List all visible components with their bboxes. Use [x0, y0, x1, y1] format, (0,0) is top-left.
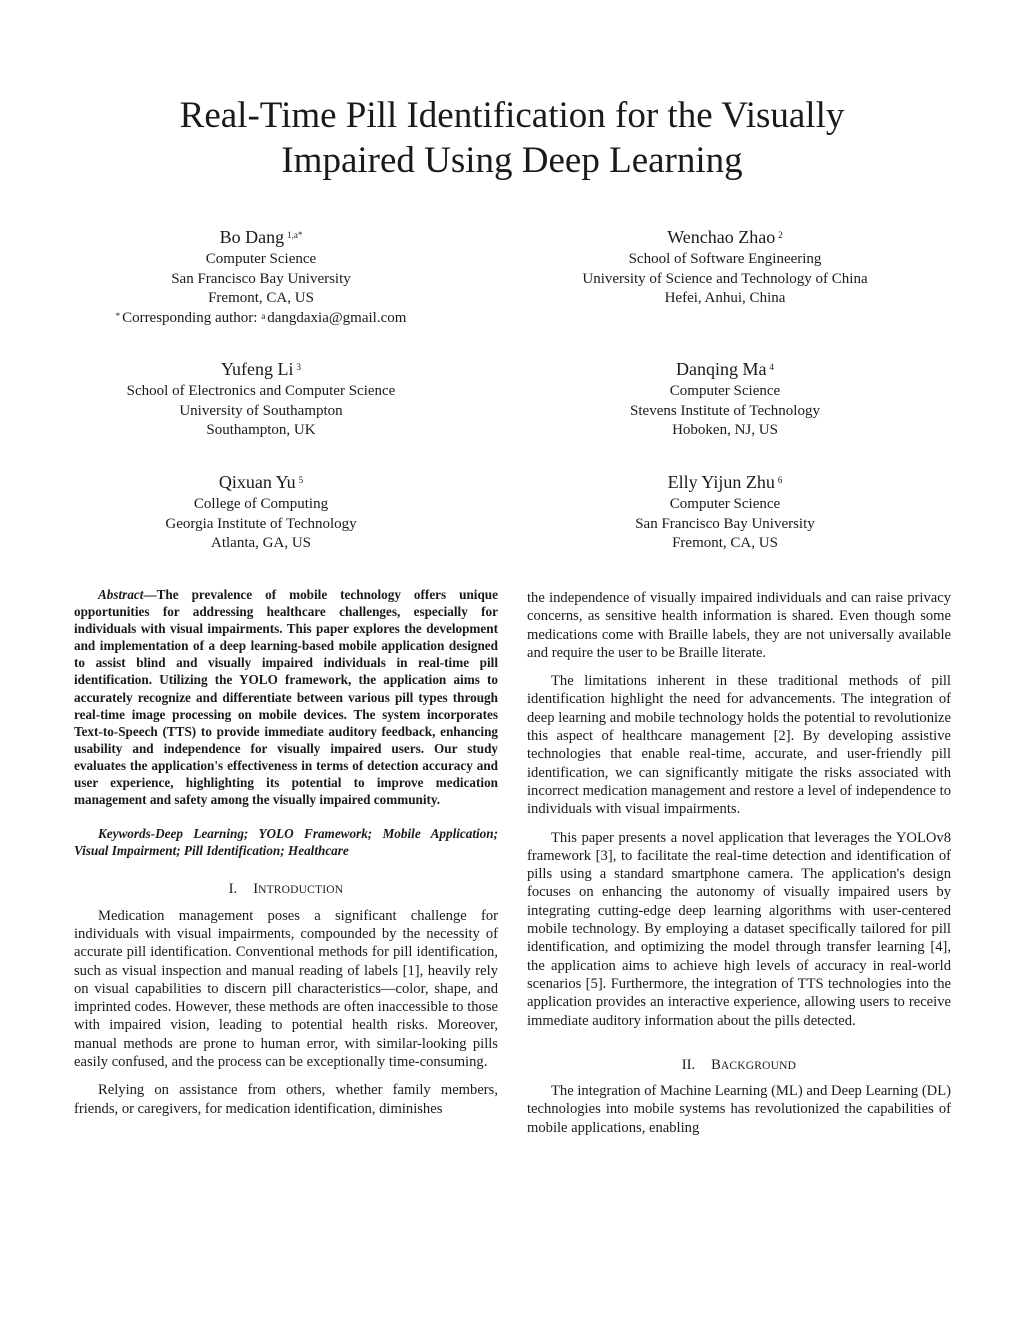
author-affiliation-line: Hoboken, NJ, US	[672, 422, 778, 439]
author-affiliation-line: University of Southampton	[179, 402, 343, 419]
author-affiliation-line: San Francisco Bay University	[171, 270, 351, 287]
author-affiliation-mark: 3	[296, 362, 301, 372]
author-name: Wenchao Zhao	[667, 227, 776, 247]
author-affiliation-line: Hefei, Anhui, China	[664, 290, 786, 307]
author-affiliation-line: School of Software Engineering	[628, 251, 822, 267]
abstract: Abstract—The prevalence of mobile technology offers unique opportunities for addressing healthcare challenges, especially for individuals with visual impairments. This paper explores the development and implementation of a deep learning-based mobile application designed to assist blind and visually impaired individuals in real-time pill identification. Utilizing the YOLO framework, the application aims to accurately recognize and differentiate between various pill types through real-time image processing on mobile devices. The system incorporates Text-to-Speech (TTS) to provide immediate auditory feedback, enhancing usability and independence for visually impaired users. Our study evaluates the application's effectiveness in terms of detection accuracy and user experience, highlighting its potential to improve medication management and safety among the visually impaired community.	[74, 587, 498, 808]
author-affiliation-line: Stevens Institute of Technology	[630, 402, 820, 419]
background-paragraph-1: The integration of Machine Learning (ML) and Deep Learning (DL) technologies into mobile systems has revolutionized the capabilities of mobile applications, enabling	[527, 1083, 951, 1136]
author-block-wenchao-zhao	[560, 225, 890, 309]
section-heading-introduction: I. INTRODUCTION	[228, 881, 344, 898]
author-block-yufeng-li	[90, 357, 432, 441]
author-affiliation-mark: 4	[769, 362, 774, 372]
author-affiliation-mark: 6	[777, 475, 783, 485]
author-affiliation-line: Georgia Institute of Technology	[165, 515, 357, 532]
author-affiliation-line: Southampton, UK	[206, 422, 316, 439]
author-affiliation-line: Computer Science	[669, 496, 781, 512]
corresponding-email: dangdaxia@gmail.com	[267, 309, 407, 326]
author-block-bo-dang	[90, 225, 432, 328]
author-affiliation-line: Atlanta, GA, US	[211, 535, 311, 552]
author-affiliation-mark: 1,a*	[287, 230, 303, 240]
left-column	[74, 586, 498, 1118]
intro-paragraph-1: Medication management poses a significant challenge for individuals with visual impairments, compounded by the necessity of accurate pill identification. Conventional methods for pill identification, such as visual inspection and manual reading of labels [1], heavily rely on visual capabilities to discern pill characteristics—color, shape, and imprinted codes. However, these methods are often inaccessible to those with impaired vision, leading to potential health risks. Moreover, manual methods are prone to human error, with similar-looking pills easily confused, and the process can be exceptionally time-consuming.	[74, 907, 498, 1071]
intro-paragraph-2: Relying on assistance from others, whether family members, friends, or caregivers, for medication identification, diminishes	[74, 1082, 498, 1117]
author-affiliation-mark: 5	[298, 475, 304, 485]
author-affiliation-line: School of Electronics and Computer Science	[126, 383, 396, 399]
corresponding-author-note: * Corresponding author: $^a$ dangdaxia@gmail.com	[115, 309, 407, 326]
right-column	[527, 589, 951, 1137]
paper-title	[0, 93, 1024, 183]
author-affiliation-line: University of Science and Technology of China	[582, 270, 868, 287]
keywords: Keywords-Deep Learning; YOLO Framework; Mobile Application; Visual Impairment; Pill Identification; Healthcare	[74, 826, 498, 859]
author-affiliation-mark: 2	[778, 230, 783, 240]
author-name: Danqing Ma	[676, 359, 767, 379]
author-affiliation-line: Fremont, CA, US	[208, 290, 314, 307]
author-affiliation-line: Fremont, CA, US	[672, 535, 778, 552]
author-affiliation-line: Computer Science	[205, 251, 317, 267]
author-block-danqing-ma	[560, 357, 890, 441]
author-block-qixuan-yu	[90, 470, 432, 554]
abstract-lead: Abstract	[98, 587, 144, 602]
author-affiliation-line: San Francisco Bay University	[635, 515, 815, 532]
title-line-1: Real-Time Pill Identification for the Visually	[179, 95, 845, 136]
abstract-text: The prevalence of mobile technology offers unique opportunities for addressing healthcare challenges, especially for individuals with visual impairments. This paper explores the development and implementation of a deep learning-based mobile application designed to assist blind and visually impaired individuals in real-time pill identification. Utilizing the YOLO framework, the application aims to accurately recognize and differentiate between various pill types through real-time image processing on mobile devices. The system incorporates Text-to-Speech (TTS) to provide immediate auditory feedback, enhancing usability and independence for visually impaired users. Our study evaluates the application's effectiveness in terms of detection accuracy and user experience, highlighting its potential to improve medication management and safety among the visually impaired community.	[74, 587, 498, 808]
author-name: Yufeng Li	[221, 359, 294, 379]
author-affiliation-line: College of Computing	[193, 496, 329, 512]
author-block-elly-yijun-zhu	[560, 470, 890, 554]
title-line-2: Impaired Using Deep Learning	[281, 140, 743, 181]
author-name: Qixuan Yu	[218, 472, 296, 492]
intro-paragraph-2-continued: the independence of visually impaired individuals and can raise privacy concerns, as sensitive health information is shared. Even though some medications come with Braille labels, they are not universally available and require the user to be Braille literate.	[527, 590, 951, 661]
author-name: Bo Dang	[219, 227, 285, 247]
intro-paragraph-3: The limitations inherent in these traditional methods of pill identification highlight the need for advancements. The integration of deep learning and mobile technology holds the potential to revolutionize this aspect of healthcare management [2]. By developing assistive technologies that enable real-time, accurate, and user-friendly pill identification, we can significantly mitigate the risks associated with incorrect medication management and restore a level of independence to individuals with visual impairments.	[527, 673, 951, 818]
section-heading-background: II. BACKGROUND	[681, 1056, 797, 1073]
intro-paragraph-4: This paper presents a novel application that leverages the YOLOv8 framework [3], to facilitate the real-time detection and identification of pills using a standard smartphone camera. The application's design focuses on enhancing the autonomy of visually impaired users by integrating cutting-edge deep learning algorithms with user-centered mobile technology. By employing a dataset specifically tailored for pill identification, and optimizing the model through transfer learning [4], the application aims to achieve high levels of accuracy in real-world scenarios [5]. Furthermore, the integration of TTS technologies into the application provides an interactive experience, allowing users to receive immediate auditory information about the pills detected.	[527, 829, 951, 1029]
author-affiliation-line: Computer Science	[669, 383, 781, 399]
author-name: Elly Yijun Zhu	[667, 472, 775, 492]
